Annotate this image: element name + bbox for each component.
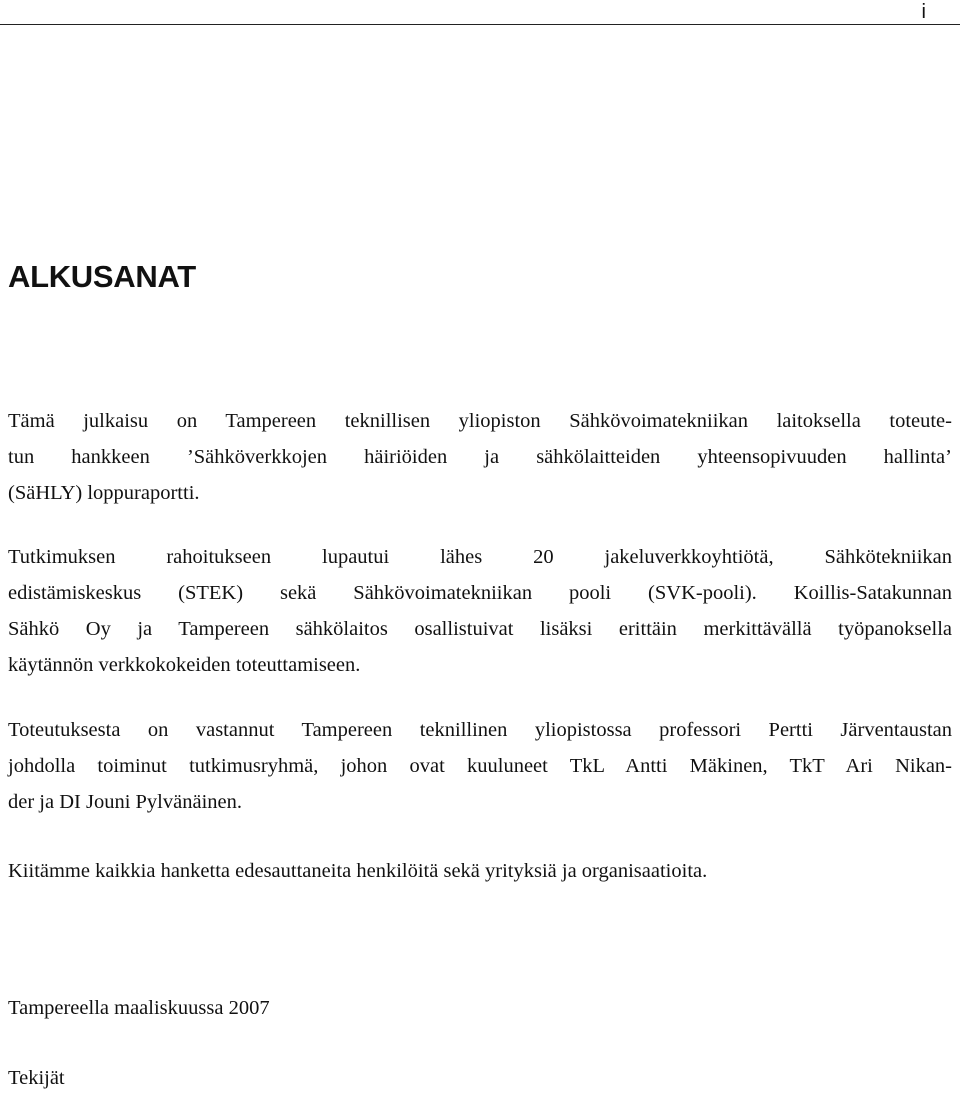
paragraph-3: [8, 712, 952, 820]
paragraph-1-line-1: Tämä julkaisu on Tampereen teknillisen yliopiston Sähkövoimatekniikan laitoksella toteute-: [8, 410, 952, 432]
header-rule: [0, 24, 960, 25]
authors-signature: Tekijät: [8, 1067, 65, 1089]
paragraph-1: [8, 403, 952, 511]
place-date: Tampereella maaliskuussa 2007: [8, 997, 270, 1019]
paragraph-2-line-2: edistämiskeskus (STEK) sekä Sähkövoimatekniikan pooli (SVK-pooli). Koillis-Satakunnan: [8, 582, 952, 604]
paragraph-3-line-2: johdolla toiminut tutkimusryhmä, johon ovat kuuluneet TkL Antti Mäkinen, TkT Ari Nikan-: [8, 755, 952, 777]
paragraph-2-line-3: Sähkö Oy ja Tampereen sähkölaitos osallistuivat lisäksi erittäin merkittävällä työpanoksella: [8, 618, 952, 640]
paragraph-4-line-1: Kiitämme kaikkia hanketta edesauttaneita henkilöitä sekä yrityksiä ja organisaatioita.: [8, 860, 708, 882]
paragraph-1-line-3: (SäHLY) loppuraportti.: [8, 482, 200, 504]
paragraph-1-line-2: tun hankkeen ’Sähköverkkojen häiriöiden ja sähkölaitteiden yhteensopivuuden hallinta’: [8, 446, 952, 468]
paragraph-2: [8, 539, 952, 683]
paragraph-3-line-3: der ja DI Jouni Pylvänäinen.: [8, 791, 242, 813]
paragraph-3-line-1: Toteutuksesta on vastannut Tampereen teknillinen yliopistossa professori Pertti Järventaustan: [8, 719, 952, 741]
paragraph-4: [8, 853, 952, 889]
paragraph-2-line-4: käytännön verkkokokeiden toteuttamiseen.: [8, 654, 361, 676]
page-title: ALKUSANAT: [8, 259, 196, 294]
paragraph-2-line-1: Tutkimuksen rahoitukseen lupautui lähes 20 jakeluverkkoyhtiötä, Sähkötekniikan: [8, 546, 952, 568]
page-number: i: [921, 1, 926, 23]
